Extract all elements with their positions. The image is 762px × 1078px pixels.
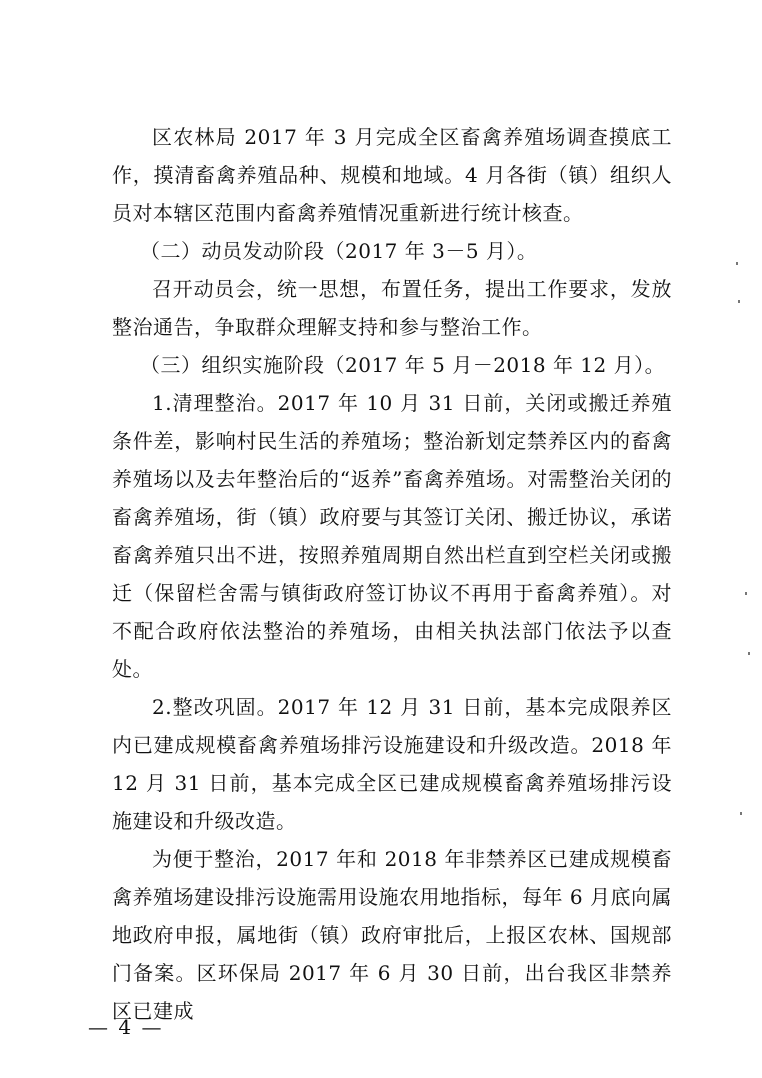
document-body [112,118,672,1030]
scan-speck [738,300,740,303]
page-number: — 4 — [88,1015,164,1039]
scan-speck [740,812,742,815]
paragraph-survey: 区农林局 2017 年 3 月完成全区畜禽养殖场调查摸底工作，摸清畜禽养殖品种、规模和地域。4 月各街（镇）组织人员对本辖区范围内畜禽养殖情况重新进行统计核查。 [112,125,672,225]
paragraph-facilities: 为便于整治，2017 年和 2018 年非禁养区已建成规模畜禽养殖场建设排污设施需用设施农用地指标，每年 6 月底向属地政府申报，属地街（镇）政府审批后，上报区农林、国规部门备案。区环保局 2017 年 6 月 30 日前，出台我区非禁养区已建成 [112,847,672,1023]
section-heading-implementation: （三）组织实施阶段（2017 年 5 月－2018 年 12 月）。 [140,353,666,377]
scan-speck [736,262,738,265]
scan-speck [745,592,747,595]
scan-speck [748,652,750,655]
paragraph-cleanup: 1.清理整治。2017 年 10 月 31 日前，关闭或搬迁养殖条件差，影响村民生活的养殖场；整治新划定禁养区内的畜禽养殖场以及去年整治后的“返养”畜禽养殖场。对需整治关闭的畜禽养殖场，街（镇）政府要与其签订关闭、搬迁协议，承诺畜禽养殖只出不进，按照养殖周期自然出栏直到空栏关闭或搬迁（保留栏舍需与镇街政府签订协议不再用于畜禽养殖）。对不配合政府依法整治的养殖场，由相关执法部门依法予以查处。 [112,391,672,681]
paragraph-rectification: 2.整改巩固。2017 年 12 月 31 日前，基本完成限养区内已建成规模畜禽养殖场排污设施建设和升级改造。2018 年 12 月 31 日前，基本完成全区已建成规模畜禽养殖场排污设施建设和升级改造。 [112,695,672,833]
section-heading-mobilization: （二）动员发动阶段（2017 年 3－5 月）。 [140,239,538,263]
paragraph-mobilization: 召开动员会，统一思想，布置任务，提出工作要求，发放整治通告，争取群众理解支持和参与整治工作。 [112,277,672,339]
